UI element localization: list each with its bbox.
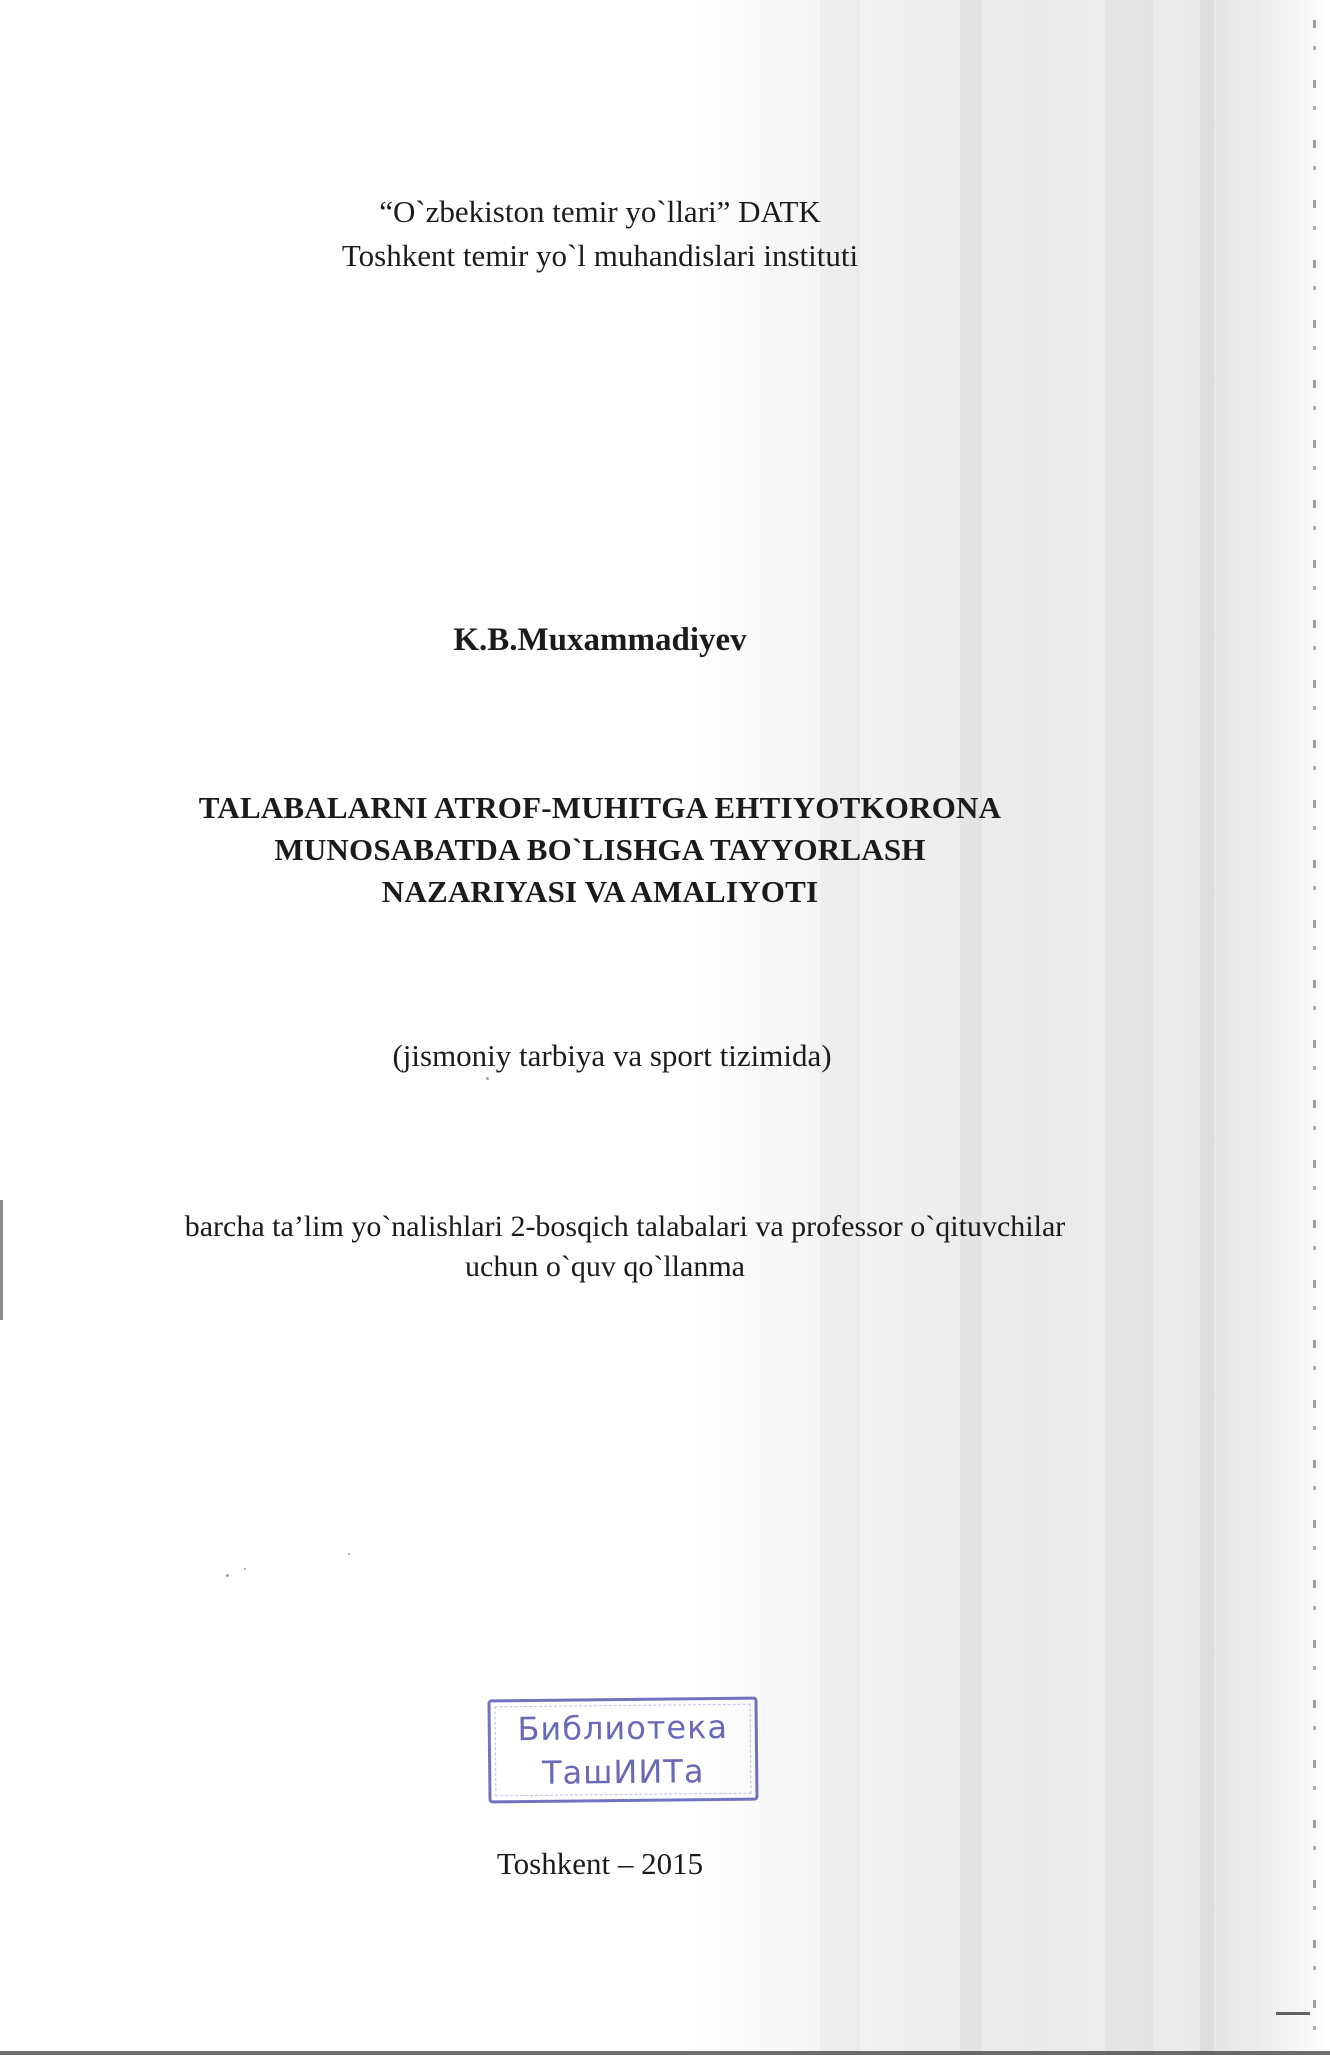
- scan-speck: [348, 1553, 350, 1555]
- book-title-line-1: TALABALARNI ATROF-MUHITGA EHTIYOTKORONA: [198, 790, 1002, 825]
- institute-name: Toshkent temir yo`l muhandislari instituti: [341, 238, 859, 273]
- author-name: K.B.Muxammadiyev: [453, 622, 747, 658]
- book-title-line-2: MUNOSABATDA BO`LISHGA TAYYORLASH: [274, 832, 926, 867]
- library-stamp: [487, 1697, 758, 1804]
- stamp-line-2: ТашИИТа: [541, 1752, 705, 1792]
- book-title-line-3: NAZARIYASI VA AMALIYOTI: [381, 874, 819, 909]
- city-year: Toshkent – 2015: [496, 1846, 704, 1881]
- scan-streak: [960, 0, 982, 2055]
- stamp-line-1: Библиотека: [517, 1707, 729, 1749]
- organization-name: “O`zbekiston temir yo`llari” DATK: [379, 194, 821, 229]
- book-subtitle: (jismoniy tarbiya va sport tizimida): [392, 1038, 832, 1073]
- scan-streak: [1200, 0, 1214, 2055]
- audience-line-2: uchun o`quv qo`llanma: [465, 1250, 745, 1283]
- scan-streak: [1105, 0, 1153, 2055]
- scan-speck: [486, 1077, 489, 1080]
- scan-edge-bottom: [0, 2051, 1330, 2055]
- scan-edge-right: [1313, 20, 1316, 2030]
- scan-streak: [820, 0, 860, 2055]
- scan-speck: [244, 1568, 246, 1570]
- audience-line-1: barcha ta’lim yo`nalishlari 2-bosqich talabalari va professor o`qituvchilar: [184, 1210, 1066, 1243]
- scan-corner-mark: [1276, 2012, 1310, 2015]
- scan-speck: [226, 1574, 229, 1577]
